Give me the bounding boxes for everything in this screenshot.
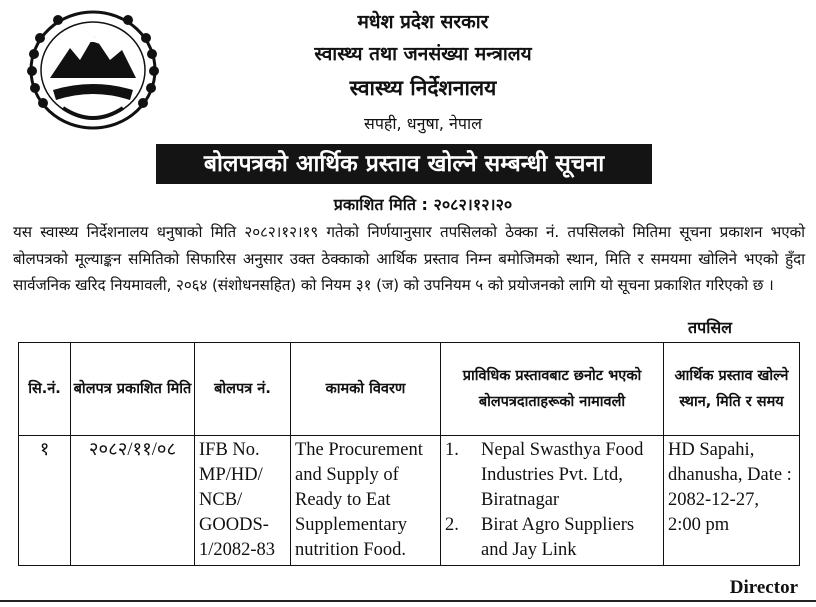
col-header-bidders: प्राविधिक प्रस्तावबाट छनोट भएको बोलपत्रदाताहरूको नामावली bbox=[441, 343, 664, 436]
cell-pub-date: २०८२/११/०८ bbox=[71, 436, 195, 566]
header-government: मधेश प्रदेश सरकार bbox=[357, 11, 489, 33]
list-item bbox=[445, 438, 659, 513]
list-item bbox=[445, 513, 659, 563]
bidder-index: 1. bbox=[445, 440, 459, 460]
header-address: सपही, धनुषा, नेपाल bbox=[364, 114, 482, 133]
bidder-name: Birat Agro Suppliers and Jay Link bbox=[481, 515, 635, 560]
cell-opening: HD Sapahi, dhanusha, Date : 2082-12-27, 2:00 pm bbox=[664, 436, 800, 566]
table-header-row bbox=[19, 343, 800, 436]
col-header-opening: आर्थिक प्रस्ताव खोल्ने स्थान, मिति र समय bbox=[664, 343, 800, 436]
header-ministry: स्वास्थ्य तथा जनसंख्या मन्त्रालय bbox=[314, 43, 532, 65]
cell-bidders bbox=[441, 436, 664, 566]
col-header-work: कामको विवरण bbox=[291, 343, 441, 436]
details-heading: तपसिल bbox=[688, 318, 733, 337]
table-row bbox=[19, 436, 800, 566]
notice-body-text: यस स्वास्थ्य निर्देशनालय धनुषाको मिति २०८२।१२।१९ गतेको निर्णयानुसार तपसिलको ठेक्का नं. तपसिलको मितिमा सूचना प्रकाशन भएको बोलपत्रको मूल्याङ्कन समितिको सिफारिस अनुसार उक्त ठेक्काको आर्थिक प्रस्ताव निम्न बमोजिमको स्थान, मिति र समयमा खोलिने भएको हुँदा सार्वजनिक खरिद नियमावली, २०६४ (संशोधनसहित) को नियम ३१ (ज) को उपनियम ५ को प्रयोजनको लागि यो सूचना प्रकाशित गरिएको छ । bbox=[13, 223, 805, 294]
bidder-list bbox=[445, 438, 659, 563]
notice-title-banner: बोलपत्रको आर्थिक प्रस्ताव खोल्ने सम्बन्धी सूचना bbox=[156, 144, 652, 184]
bidder-index: 2. bbox=[445, 515, 459, 535]
col-header-sn: सि.नं. bbox=[19, 343, 71, 436]
cell-work: The Procurement and Supply of Ready to Eat Supplementary nutrition Food. bbox=[291, 436, 441, 566]
header-directorate: स्वास्थ्य निर्देशनालय bbox=[349, 76, 497, 100]
published-date: प्रकाशित मिति : २०८२।१२।२० bbox=[333, 195, 513, 214]
col-header-bid-no: बोलपत्र नं. bbox=[195, 343, 291, 436]
cell-sn: १ bbox=[19, 436, 71, 566]
tender-table bbox=[18, 342, 800, 566]
cell-bid-no: IFB No. MP/HD/ NCB/ GOODS-1/2082-83 bbox=[195, 436, 291, 566]
col-header-pub-date: बोलपत्र प्रकाशित मिति bbox=[71, 343, 195, 436]
bidder-name: Nepal Swasthya Food Industries Pvt. Ltd, Biratnagar bbox=[481, 440, 644, 510]
bottom-divider bbox=[0, 600, 816, 602]
signature-director: Director bbox=[729, 577, 798, 598]
